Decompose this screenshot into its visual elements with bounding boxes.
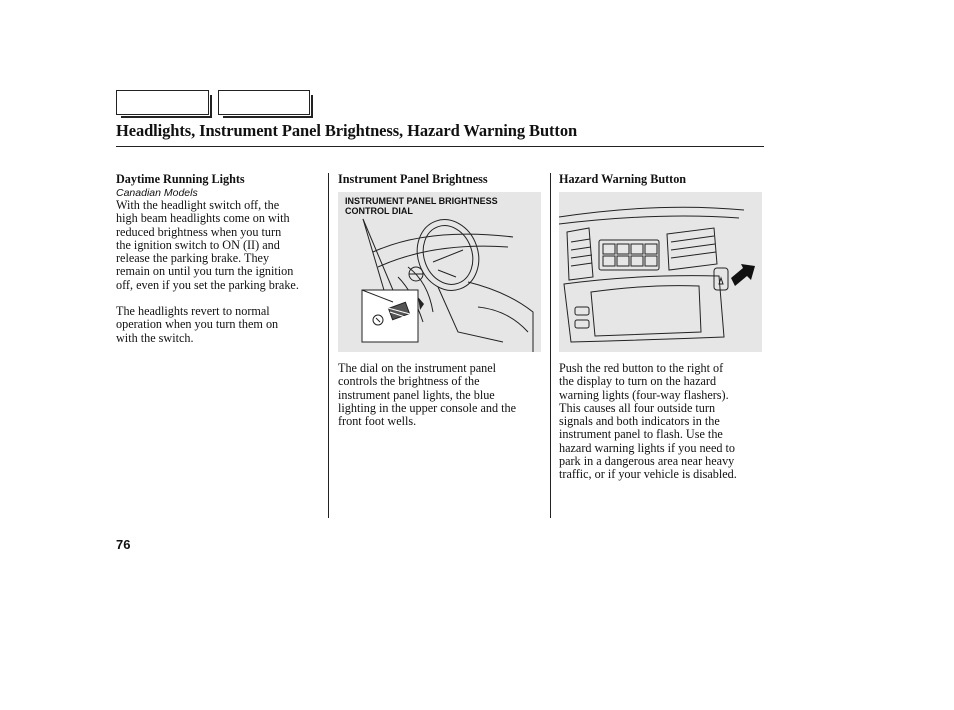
center-console-drawing bbox=[559, 192, 762, 352]
body-paragraph: Push the red button to the right of the display to turn on the hazard warning lights (four-way flashers). This causes all four outside turn signals and both indicators in the instrument panel to flash. Use the hazard warning lights if you need to park in a dangerous area near heavy traffic, or if your vehicle is disabled. bbox=[559, 361, 737, 482]
page-number: 76 bbox=[116, 537, 131, 552]
section-heading: Hazard Warning Button bbox=[559, 172, 687, 186]
hazard-warning-button-section bbox=[559, 171, 764, 482]
figure-callout-label: INSTRUMENT PANEL BRIGHTNESS CONTROL DIAL bbox=[345, 196, 498, 216]
body-paragraph: With the headlight switch off, the high beam headlights come on with reduced brightness when you turn the ignition switch to ON (II) and release the parking brake. They remain on until you turn the ignition off, even if you set the parking brake. bbox=[116, 198, 299, 292]
section-heading: Daytime Running Lights bbox=[116, 172, 245, 186]
title-divider bbox=[116, 146, 764, 147]
column-divider-2 bbox=[550, 173, 551, 518]
dashboard-illustration bbox=[338, 192, 541, 352]
body-paragraph: The headlights revert to normal operation when you turn them on with the switch. bbox=[116, 304, 279, 345]
hazard-button-illustration bbox=[559, 192, 762, 352]
dashboard-drawing bbox=[338, 192, 541, 352]
column-divider-1 bbox=[328, 173, 329, 518]
instrument-panel-brightness-section bbox=[338, 171, 543, 428]
daytime-running-lights-section bbox=[116, 171, 326, 345]
page-title: Headlights, Instrument Panel Brightness, Hazard Warning Button bbox=[116, 121, 578, 140]
body-paragraph: The dial on the instrument panel controls the brightness of the instrument panel lights, the blue lighting in the upper console and the front foot wells. bbox=[338, 361, 517, 429]
section-heading: Instrument Panel Brightness bbox=[338, 172, 488, 186]
nav-tab-1[interactable] bbox=[116, 90, 209, 115]
section-subheading: Canadian Models bbox=[116, 187, 198, 199]
nav-tab-2[interactable] bbox=[218, 90, 310, 115]
